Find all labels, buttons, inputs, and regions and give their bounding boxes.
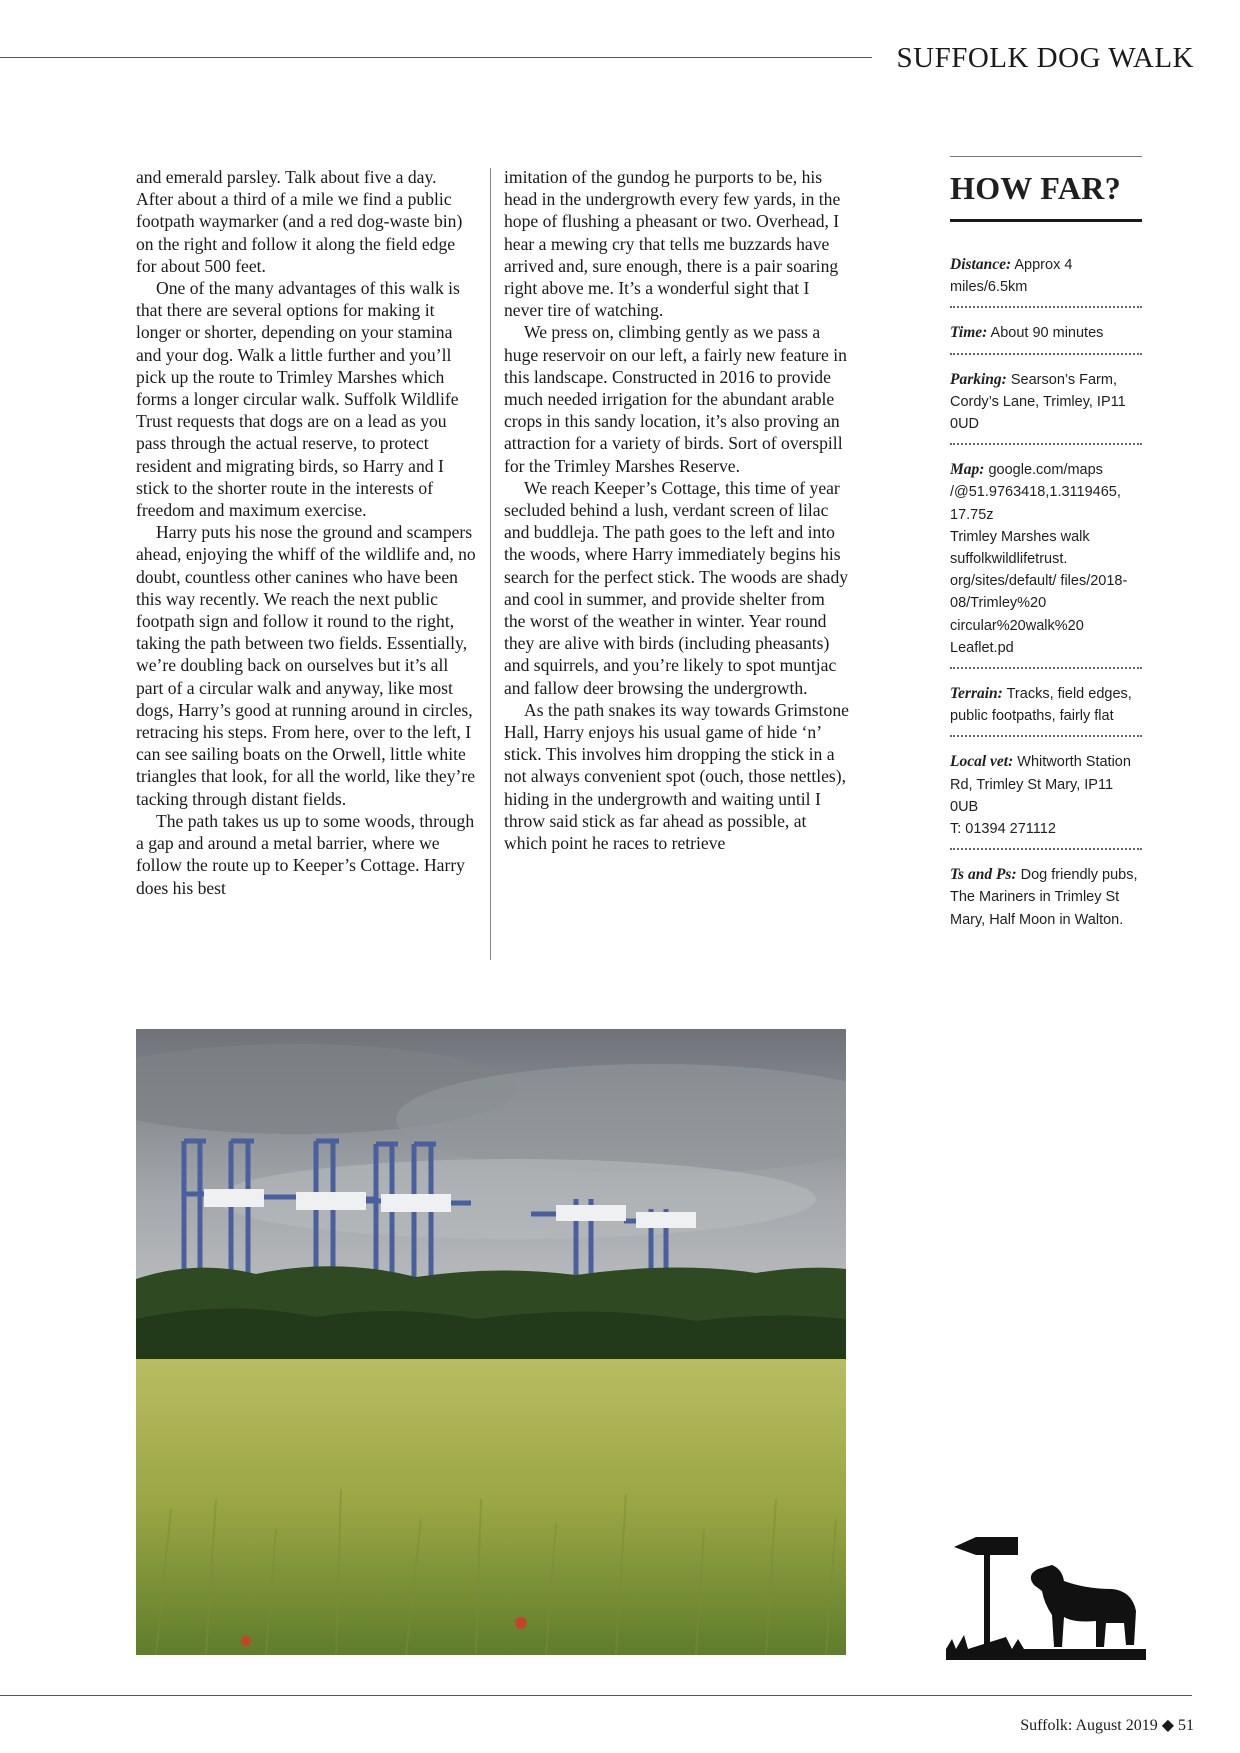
paragraph: The path takes us up to some woods, through a gap and around a metal barrier, where we follow the route up to Keeper’s Cottage. Harry does his best [136,810,475,898]
sidebar-heading: HOW FAR? [950,170,1121,206]
fact-parking [950,365,1142,446]
fact-value: Whitworth Station Rd, Trimley St Mary, IP11 0UB T: 01394 271112 [950,754,1131,838]
fact-label: Map: [950,461,985,479]
fact-label: Parking: [950,370,1007,388]
fact-map [950,455,1142,669]
sidebar-top-rule [950,156,1142,157]
fact-local-vet [950,747,1142,850]
fact-value: Approx 4 miles/6.5km [950,257,1073,296]
fact-value: Dog friendly pubs, The Mariners in Trimley St Mary, Half Moon in Walton. [950,867,1138,928]
fact-ts-and-ps [950,860,1142,939]
how-far-sidebar [950,156,1142,949]
header-rule [0,57,872,58]
fact-value: Searson’s Farm, Cordy’s Lane, Trimley, IP11 0UD [950,371,1126,433]
paragraph: imitation of the gundog he purports to be, his head in the undergrowth every few yards, in the hope of flushing a pheasant or two. Overhead, I hear a mewing cry that tells me buzzards have arrived and, sure enough, there is a pair soaring right above me. It’s a wonderful sight that I never tire of watching. [504,167,841,321]
fact-label: Local vet: [950,753,1014,771]
paragraph: Harry puts his nose the ground and scampers ahead, enjoying the whiff of the wildlife and, no doubt, countless other canines who have been this way recently. We reach the next public footpath sign and follow it round to the right, taking the path between two fields. Essentially, we’re doubling back on ourselves but it’s all part of a circular walk and anyway, like most dogs, Harry’s good at running around in circles, retracing his steps. From here, over to the left, I can see sailing boats on the Orwell, little white triangles that look, for all the world, like they’re tacking through distant fields. [136,522,476,809]
fact-label: Time: [950,324,988,342]
dog-signpost-illustration [946,1525,1146,1660]
fact-value: google.com/maps /@51.9763418,1.3119465, 17.75z Trimley Marshes walk suffolkwildlifetrust. org/sites/default/ files/2018-08/Trimley%20 circular%20walk%20 Leaflet.pd [950,462,1128,656]
landscape-photo [136,1029,846,1655]
fact-terrain [950,679,1142,737]
article-column-2 [504,166,849,854]
column-divider [490,168,491,960]
fact-distance [950,250,1142,308]
article-column-1 [136,166,476,899]
sidebar-heading-rule [950,219,1142,222]
dog-signpost-icon [946,1525,1146,1660]
paragraph: We press on, climbing gently as we pass a huge reservoir on our left, a fairly new feature in this landscape. Constructed in 2016 to provide much needed irrigation for the abundant arable crops in this sandy location, it’s also proving an attraction for a variety of birds. Sort of overspill for the Trimley Marshes Reserve. [504,322,847,476]
fact-value: Tracks, field edges, public footpaths, fairly flat [950,686,1132,725]
fact-label: Ts and Ps: [950,866,1017,884]
paragraph: and emerald parsley. Talk about five a day. After about a third of a mile we find a public footpath waymarker (and a red dog-waste bin) on the right and follow it along the field edge for about 500 feet. [136,167,463,276]
fact-label: Distance: [950,256,1012,273]
paragraph: One of the many advantages of this walk is that there are several options for making it longer or shorter, depending on your stamina and your dog. Walk a little further and you’ll pick up the route to Trimley Marshes which forms a longer circular walk. Suffolk Wildlife Trust requests that dogs are on a lead as you pass through the actual reserve, to protect resident and migrating birds, so Harry and I stick to the shorter route in the interests of freedom and maximum exercise. [136,278,460,521]
paragraph: We reach Keeper’s Cottage, this time of year secluded behind a lush, verdant screen of lilac and buddleja. The path goes to the left and into the woods, where Harry immediately begins his search for the perfect stick. The woods are shady and cool in summer, and provide shelter from the worst of the weather in winter. Year round they are alive with birds (including pheasants) and squirrels, and you’re likely to spot muntjac and fallow deer browsing the undergrowth. [504,477,849,698]
fact-value: About 90 minutes [990,325,1104,342]
fact-time [950,318,1142,354]
footer-rule [0,1695,1192,1696]
port-cranes-field-image [136,1029,846,1655]
section-title: SUFFOLK DOG WALK [896,42,1194,74]
page-folio: Suffolk: August 2019 ◆ 51 [1020,1717,1194,1734]
paragraph: As the path snakes its way towards Grimstone Hall, Harry enjoys his usual game of hide ‘n’ stick. This involves him dropping the stick in a not always convenient spot (ouch, those nettles), hiding in the undergrowth and waiting until I throw said stick as far ahead as possible, at which point he races to retrieve [504,699,849,854]
fact-label: Terrain: [950,685,1003,703]
